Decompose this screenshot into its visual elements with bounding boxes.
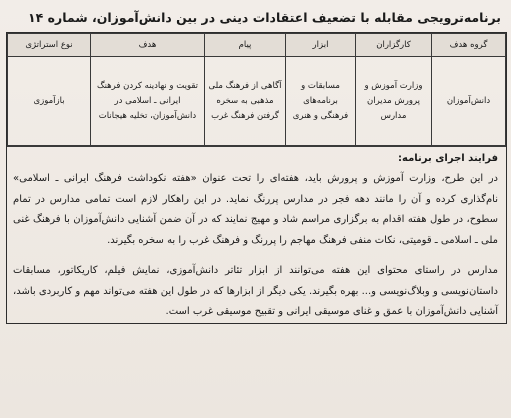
cell-target-group: دانش‌آموزان [432,57,506,146]
header-message: پیام [205,34,286,57]
program-table [7,33,506,146]
header-target-group: گروه هدف [432,34,506,57]
process-paragraph-1: در این طرح، وزارت آموزش و پرورش باید، هفته‌ای را تحت عنوان «هفته نکوداشت فرهنگ ایرانی ـ اسلامی» نام‌گذاری کرده و آن را مانند دهه فجر در مدارس پررنگ نماید. در این راهکار لازم است تمامی مدارس در تمام سطوح، در طول هفته اقدام به برگزاری مراسم شاد و مهیج نمایند که در آن ضمن آشنایی دانش‌آموزان با فرهنگ غنی ملی ـ اسلامی ـ قومیتی، نکات منفی فرهنگ مهاجم را پررنگ و فرهنگ غرب را به سخره بگیرند. [13,173,498,246]
cell-agents: وزارت آموزش و پرورش مدیران مدارس [356,57,432,146]
header-agents: کارگزاران [356,34,432,57]
table-row [8,57,506,146]
table-header-row [8,34,506,57]
header-tools: ابزار [286,34,356,57]
process-paragraph-2: مدارس در راستای محتوای این هفته می‌توانند از ابزار تئاتر دانش‌آموزی، نمایش فیلم، کاریکاتور، مسابقات داستان‌نویسی و وبلاگ‌نویسی و... بهره بگیرند. یکی دیگر از ابزارها که در طول این هفته می‌تواند مهم و کاربردی باشد، آشنایی دانش‌آموزان با عمق و غنای موسیقی ایرانی و تقبیح موسیقی غرب است. [13,265,498,317]
page-title: برنامه‌ترویجی مقابله با تضعیف اعتقادات دینی در بین دانش‌آموزان، شماره ۱۴ [28,10,501,25]
process-title: فرایند اجرای برنامه: [398,153,498,164]
cell-goal: تقویت و نهادینه کردن فرهنگ ایرانی ـ اسلامی در دانش‌آموزان، تخلیه هیجانات [91,57,205,146]
program-frame [6,32,507,324]
cell-strategy-type: بازآموزی [8,57,91,146]
cell-message: آگاهی از فرهنگ ملی مذهبی به سخره گرفتن فرهنگ غرب [205,57,286,146]
process-section [7,146,506,323]
cell-tools: مسابقات و برنامه‌های فرهنگی و هنری [286,57,356,146]
header-goal: هدف [91,34,205,57]
header-strategy-type: نوع استراتژی [8,34,91,57]
